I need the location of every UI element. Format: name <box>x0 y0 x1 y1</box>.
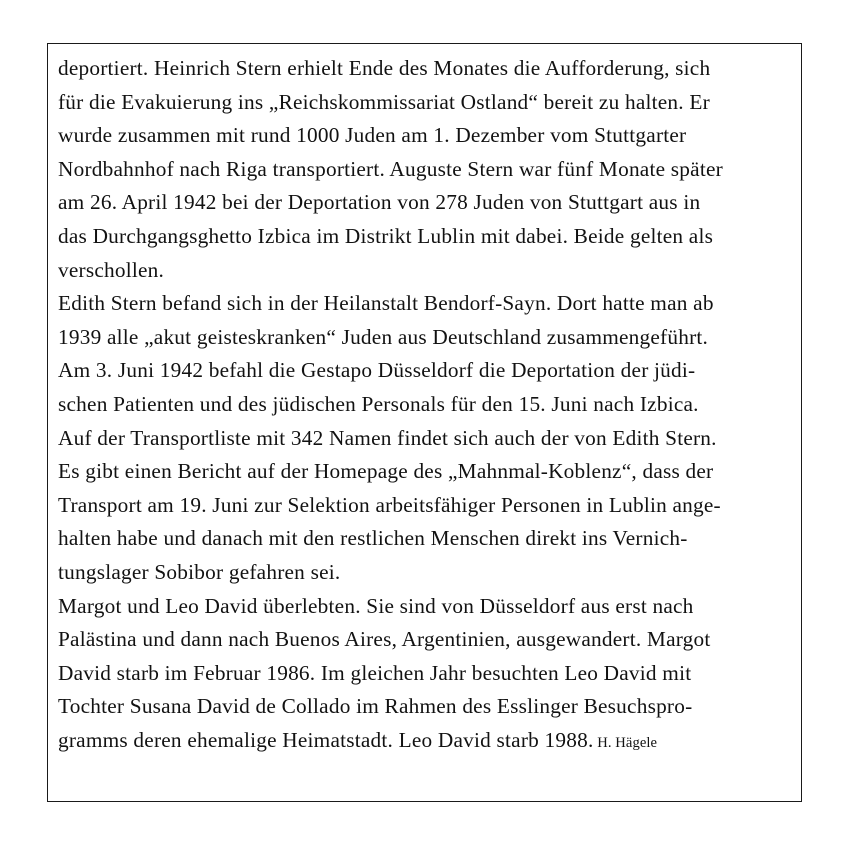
text-line: Tochter Susana David de Collado im Rahmen des Esslinger Besuchspro- <box>58 694 693 719</box>
text-line: Edith Stern befand sich in der Heilanstalt Bendorf-Sayn. Dort hatte man ab <box>58 291 714 316</box>
text-line: Es gibt einen Bericht auf der Homepage des „Mahnmal-Koblenz“, dass der <box>58 459 714 484</box>
text-line: das Durchgangsghetto Izbica im Distrikt Lublin mit dabei. Beide gelten als <box>58 223 714 248</box>
text-line: wurde zusammen mit rund 1000 Juden am 1. Dezember vom Stuttgarter <box>58 123 687 148</box>
text-line-with-attribution <box>58 724 793 758</box>
text-line: Transport am 19. Juni zur Selektion arbeitsfähiger Personen in Lublin ange- <box>58 492 721 517</box>
text-line: für die Evakuierung ins „Reichskommissariat Ostland“ bereit zu halten. Er <box>58 89 710 114</box>
text-line: Am 3. Juni 1942 befahl die Gestapo Düsseldorf die Deportation der jüdi- <box>58 358 696 383</box>
bordered-text-frame <box>47 43 802 802</box>
text-line: Margot und Leo David überlebten. Sie sind von Düsseldorf aus erst nach <box>58 593 694 618</box>
text-line: Palästina und dann nach Buenos Aires, Argentinien, ausgewandert. Margot <box>58 627 711 652</box>
text-line: 1939 alle „akut geisteskranken“ Juden aus Deutschland zusammengeführt. <box>58 324 709 349</box>
author-attribution: H. Hägele <box>593 734 658 751</box>
text-line: verschollen. <box>58 257 165 282</box>
text-line: am 26. April 1942 bei der Deportation von 278 Juden von Stuttgart aus in <box>58 190 701 215</box>
paragraph-margot-leo-david <box>58 590 793 758</box>
text-line: Nordbahnhof nach Riga transportiert. Auguste Stern war fünf Monate später <box>58 156 723 181</box>
text-line: Auf der Transportliste mit 342 Namen findet sich auch der von Edith Stern. <box>58 425 717 450</box>
document-text-body <box>58 52 793 757</box>
text-line: tungslager Sobibor gefahren sei. <box>58 559 341 584</box>
text-line: David starb im Februar 1986. Im gleichen Jahr besuchten Leo David mit <box>58 660 692 685</box>
paragraph-edith-stern <box>58 287 793 589</box>
text-line: gramms deren ehemalige Heimatstadt. Leo David starb 1988. <box>58 727 594 752</box>
text-line: deportiert. Heinrich Stern erhielt Ende des Monates die Aufforderung, sich <box>58 56 711 80</box>
text-line: schen Patienten und des jüdischen Personals für den 15. Juni nach Izbica. <box>58 391 699 416</box>
paragraph-stern-deportation <box>58 52 793 287</box>
text-line: halten habe und danach mit den restlichen Menschen direkt ins Vernich- <box>58 526 688 551</box>
